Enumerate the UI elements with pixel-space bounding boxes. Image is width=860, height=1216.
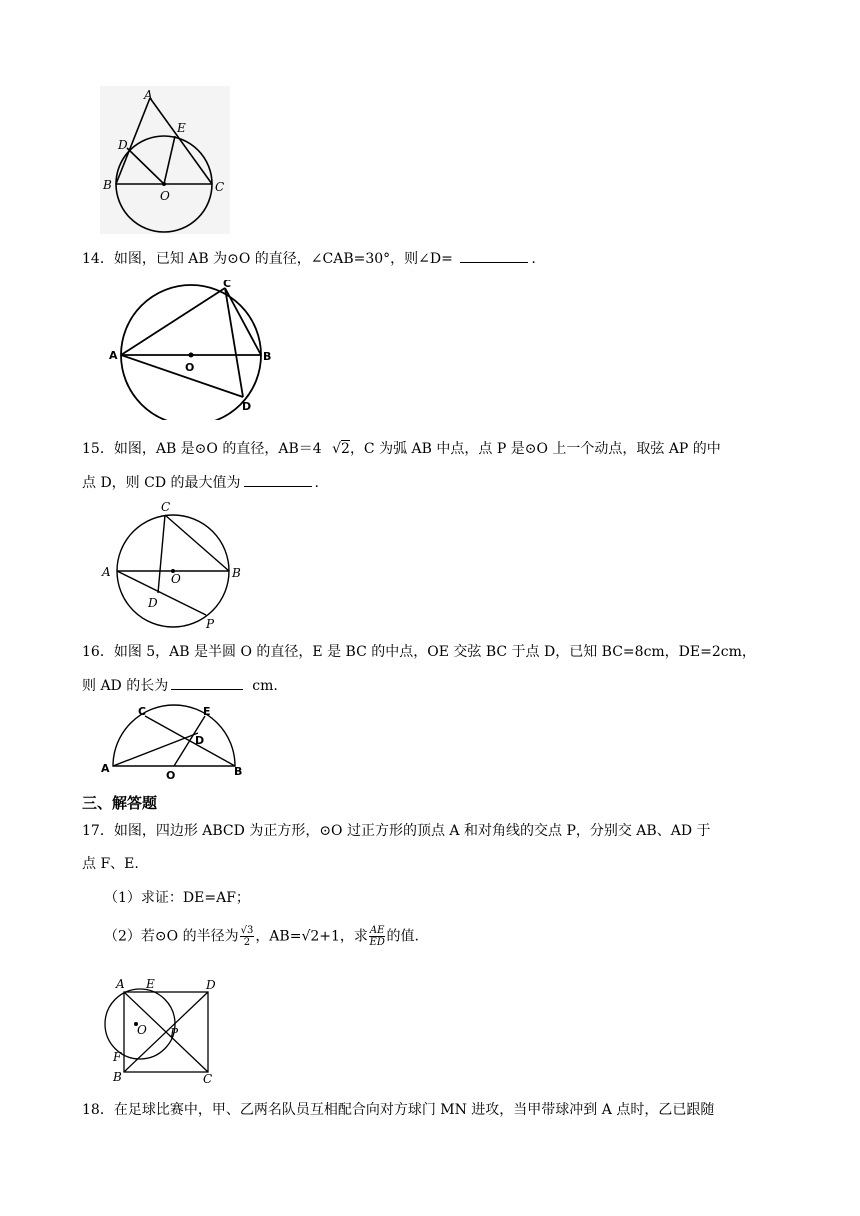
- question-16-line1: 16．如图 5，AB 是半圆 O 的直径，E 是 BC 的中点，OE 交弦 BC 于点 D，已知 BC=8cm，DE=2cm，: [82, 644, 756, 660]
- label-O: O: [137, 1023, 147, 1037]
- question-17-line1: 17．如图，四边形 ABCD 为正方形，⊙O 过正方形的顶点 A 和对角线的交点 P，分别交 AB、AD 于: [82, 823, 711, 839]
- label-O: O: [171, 572, 181, 586]
- label-B: B: [234, 765, 243, 778]
- question-17-line2: 点 F、E.: [82, 856, 139, 872]
- fraction-radius: $\frac{√3}{2}$: [240, 925, 254, 948]
- label-C: C: [138, 705, 147, 718]
- label-C: C: [223, 280, 232, 290]
- question-15-line2: 点 D，则 CD 的最大值为 .: [82, 472, 319, 493]
- label-P: P: [170, 1026, 179, 1040]
- question-17-part2: （2）若⊙O 的半径为 $\frac{√3}{2}$ ，AB=√2+1，求 $\frac{AE}{ED}$ 的值.: [104, 925, 419, 948]
- answer-blank: [244, 472, 312, 487]
- label-B: B: [103, 178, 112, 192]
- label-B: B: [263, 350, 272, 363]
- label-C: C: [203, 1072, 213, 1086]
- label-A: A: [116, 977, 125, 991]
- label-E: E: [146, 977, 155, 991]
- label-C: C: [215, 180, 225, 194]
- label-A: A: [102, 565, 111, 579]
- label-D: D: [148, 596, 158, 610]
- label-D: D: [195, 734, 205, 747]
- label-D: D: [206, 978, 216, 992]
- figure-q17: [102, 975, 227, 1087]
- answer-blank: [171, 675, 243, 690]
- question-15-line1: 15．如图，AB 是⊙O 的直径，AB＝4 √2，C 为弧 AB 中点，点 P 是⊙O 上一个动点，取弦 AP 的中: [82, 441, 721, 457]
- question-18-line1: 18．在足球比赛中，甲、乙两名队员互相配合向对方球门 MN 进攻，当甲带球冲到 A 点时，乙已跟随: [82, 1102, 715, 1118]
- label-A: A: [101, 762, 110, 775]
- label-D: D: [118, 138, 128, 152]
- figure-q14: [108, 280, 288, 420]
- sqrt-symbol: √: [332, 441, 342, 457]
- label-A: A: [144, 88, 153, 102]
- label-C: C: [161, 500, 171, 514]
- label-E: E: [177, 121, 186, 135]
- label-P: P: [206, 617, 215, 631]
- fraction-ae-ed: $\frac{AE}{ED}$: [369, 925, 385, 948]
- label-B: B: [232, 566, 241, 580]
- section-heading: 三、解答题: [82, 794, 158, 812]
- figure-q13: [100, 86, 230, 234]
- answer-blank: [460, 248, 528, 263]
- question-17-part1: （1）求证：DE=AF；: [104, 890, 250, 906]
- label-O: O: [166, 769, 176, 781]
- question-16-line2: 则 AD 的长为 cm.: [82, 675, 278, 696]
- question-14: 14．如图，已知 AB 为⊙O 的直径，∠CAB=30°，则∠D= .: [82, 248, 536, 269]
- label-A: A: [109, 349, 118, 362]
- label-O: O: [160, 189, 170, 203]
- figure-q16: [98, 703, 253, 781]
- label-F: F: [113, 1050, 122, 1064]
- label-O: O: [185, 361, 195, 374]
- figure-q15: [98, 497, 248, 632]
- label-B: B: [113, 1070, 122, 1084]
- label-D: D: [242, 400, 252, 413]
- label-E: E: [203, 705, 211, 718]
